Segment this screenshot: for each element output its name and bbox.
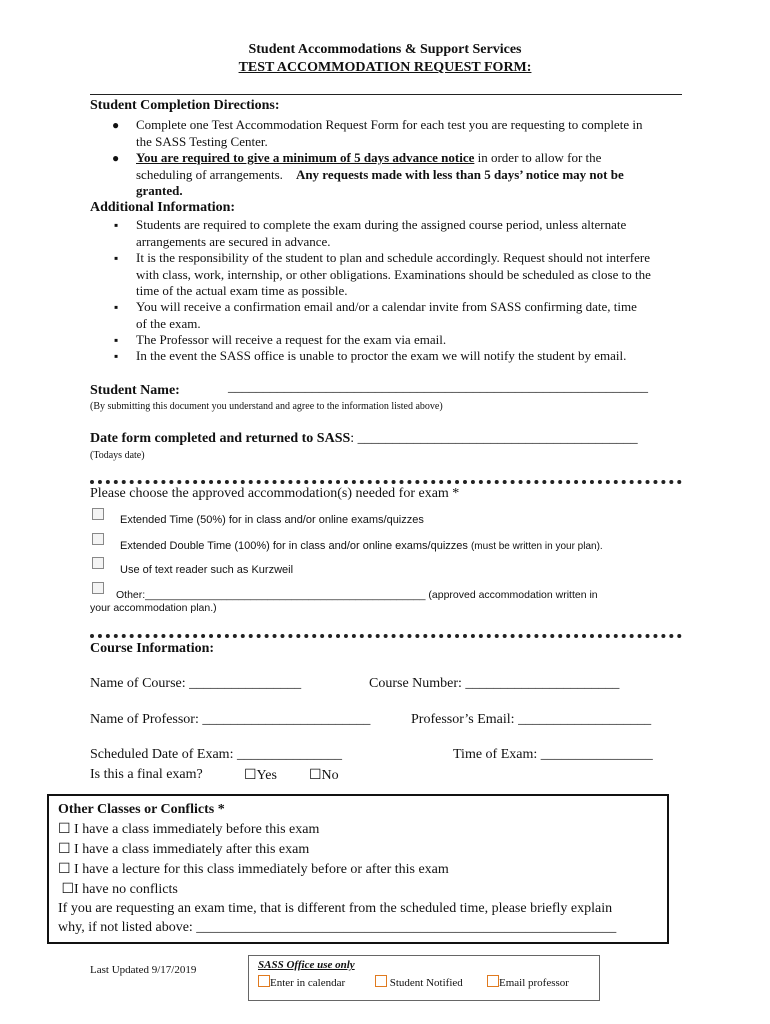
course-name-field[interactable]: Name of Course: ________________ [90, 676, 302, 691]
date-form-input-line[interactable]: ________________________________________ [357, 431, 638, 446]
office-calendar-option[interactable] [258, 975, 345, 989]
bullet-square: ▪ [114, 251, 119, 265]
final-exam-yes-checkbox[interactable]: ☐Yes [244, 768, 277, 783]
additional-item-2 [114, 250, 696, 300]
section-divider-dotted [90, 634, 682, 638]
double-time-label: Extended Double Time (100%) for in class and/or online exams/quizzes [120, 540, 468, 552]
form-title: TEST ACCOMMODATION REQUEST FORM: [238, 60, 532, 75]
additional-item-2-line-3: time of the actual exam time as possible. [136, 283, 348, 298]
professor-name-field[interactable]: Name of Professor: ________________________ [90, 712, 371, 727]
additional-item-3-line-2: of the exam. [136, 315, 201, 331]
email-label: Email professor [499, 977, 569, 989]
extended-time-checkbox[interactable] [92, 508, 104, 520]
text-reader-checkbox[interactable] [92, 557, 104, 569]
additional-item-4-text: The Professor will receive a request for the exam via email. [136, 332, 447, 347]
date-form-note: (Todays date) [90, 450, 145, 461]
accommodation-prompt: Please choose the approved accommodation(s) needed for exam * [90, 486, 460, 501]
exam-date-field[interactable]: Scheduled Date of Exam: _______________ [90, 747, 342, 762]
calendar-label: Enter in calendar [270, 977, 346, 989]
notice-requirement: You are required to give a minimum of 5 days advance notice [136, 150, 475, 165]
additional-item-1-line-2: arrangements are secured in advance. [136, 233, 331, 249]
additional-item-1 [114, 217, 696, 250]
conflict-after-checkbox[interactable]: ☐ I have a class immediately after this exam [58, 842, 310, 857]
scheduling-text: scheduling of arrangements. [136, 166, 283, 182]
bullet-square: ▪ [114, 333, 119, 347]
conflict-before-checkbox[interactable]: ☐ I have a class immediately before this exam [58, 822, 320, 837]
professor-email-field[interactable]: Professor’s Email: ___________________ [411, 712, 652, 727]
final-exam-question: Is this a final exam? [90, 767, 203, 782]
directions-item-2 [112, 150, 696, 200]
directions-item-1-line-1: Complete one Test Accommodation Request Form for each test you are requesting to complete in [136, 117, 643, 132]
student-name-label: Student Name: [90, 383, 180, 398]
office-email-option[interactable] [487, 975, 569, 989]
directions-item-1 [112, 117, 696, 150]
student-name-note: (By submitting this document you understand and agree to the information listed above) [90, 401, 443, 412]
directions-item-1-line-2: the SASS Testing Center. [136, 133, 268, 149]
date-form-label: Date form completed and returned to SASS [90, 431, 351, 446]
last-updated: Last Updated 9/17/2019 [90, 964, 197, 976]
additional-item-5 [114, 348, 696, 365]
conflicts-explain-prompt: If you are requesting an exam time, that is different from the scheduled time, please briefly explain [58, 901, 613, 916]
granted-text: granted. [136, 183, 183, 198]
notified-label: Student Notified [389, 977, 463, 989]
office-use-title: SASS Office use only [258, 959, 355, 971]
calendar-checkbox[interactable] [258, 975, 270, 987]
late-request-warning: Any requests made with less than 5 days’ notice may not be [295, 166, 624, 182]
final-exam-no-checkbox[interactable]: ☐No [309, 768, 339, 783]
email-checkbox[interactable] [487, 975, 499, 987]
course-heading: Course Information: [90, 641, 215, 656]
additional-item-3 [114, 299, 696, 332]
additional-item-5-text: In the event the SASS office is unable to proctor the exam we will notify the student by email. [136, 348, 627, 363]
double-time-note: (must be written in your plan). [470, 541, 603, 552]
conflicts-explain-input-line[interactable]: why, if not listed above: ____________________________________________________________ [58, 920, 617, 935]
other-accommodation-label[interactable]: Other:________________________________________________ (approved accommodation written in [116, 589, 598, 601]
section-divider-dotted [90, 480, 682, 484]
header-divider [90, 94, 682, 95]
directions-heading: Student Completion Directions: [90, 98, 280, 113]
additional-item-3-line-1: You will receive a confirmation email and/or a calendar invite from SASS confirming date, time [136, 299, 637, 314]
bullet-square: ▪ [114, 300, 119, 314]
double-time-row [120, 540, 603, 552]
bullet-dot: ● [112, 151, 120, 165]
additional-item-2-line-2: with class, work, internship, or other obligations. Examinations should be scheduled as close to the [136, 266, 651, 282]
double-time-checkbox[interactable] [92, 533, 104, 545]
additional-item-4 [114, 332, 696, 349]
date-form-colon: : [350, 431, 358, 446]
extended-time-label: Extended Time (50%) for in class and/or online exams/quizzes [120, 514, 424, 526]
additional-item-1-line-1: Students are required to complete the exam during the assigned course period, unless alternate [136, 217, 627, 232]
additional-heading: Additional Information: [90, 200, 236, 215]
other-accommodation-checkbox[interactable] [92, 582, 104, 594]
exam-time-field[interactable]: Time of Exam: ________________ [453, 747, 653, 762]
conflicts-heading: Other Classes or Conflicts * [58, 802, 225, 817]
bullet-square: ▪ [114, 349, 119, 363]
no-conflicts-checkbox[interactable]: ☐I have no conflicts [58, 882, 178, 897]
text-reader-label: Use of text reader such as Kurzweil [120, 564, 294, 576]
notice-rest: in order to allow for the [474, 150, 602, 165]
bullet-square: ▪ [114, 218, 119, 232]
notified-checkbox[interactable] [375, 975, 387, 987]
course-number-field[interactable]: Course Number: ______________________ [369, 676, 620, 691]
student-name-input-line[interactable]: ____________________________________________________________ [228, 380, 648, 395]
conflict-lecture-checkbox[interactable]: ☐ I have a lecture for this class immediately before or after this exam [58, 862, 449, 877]
additional-item-2-line-1: It is the responsibility of the student to plan and schedule accordingly. Request should not interfere [136, 250, 650, 265]
bullet-dot: ● [112, 118, 120, 132]
other-accommodation-label-line-2: your accommodation plan.) [90, 602, 217, 614]
office-notified-option[interactable] [375, 975, 463, 989]
date-form-row [90, 431, 638, 447]
form-org-title: Student Accommodations & Support Services [248, 42, 522, 57]
